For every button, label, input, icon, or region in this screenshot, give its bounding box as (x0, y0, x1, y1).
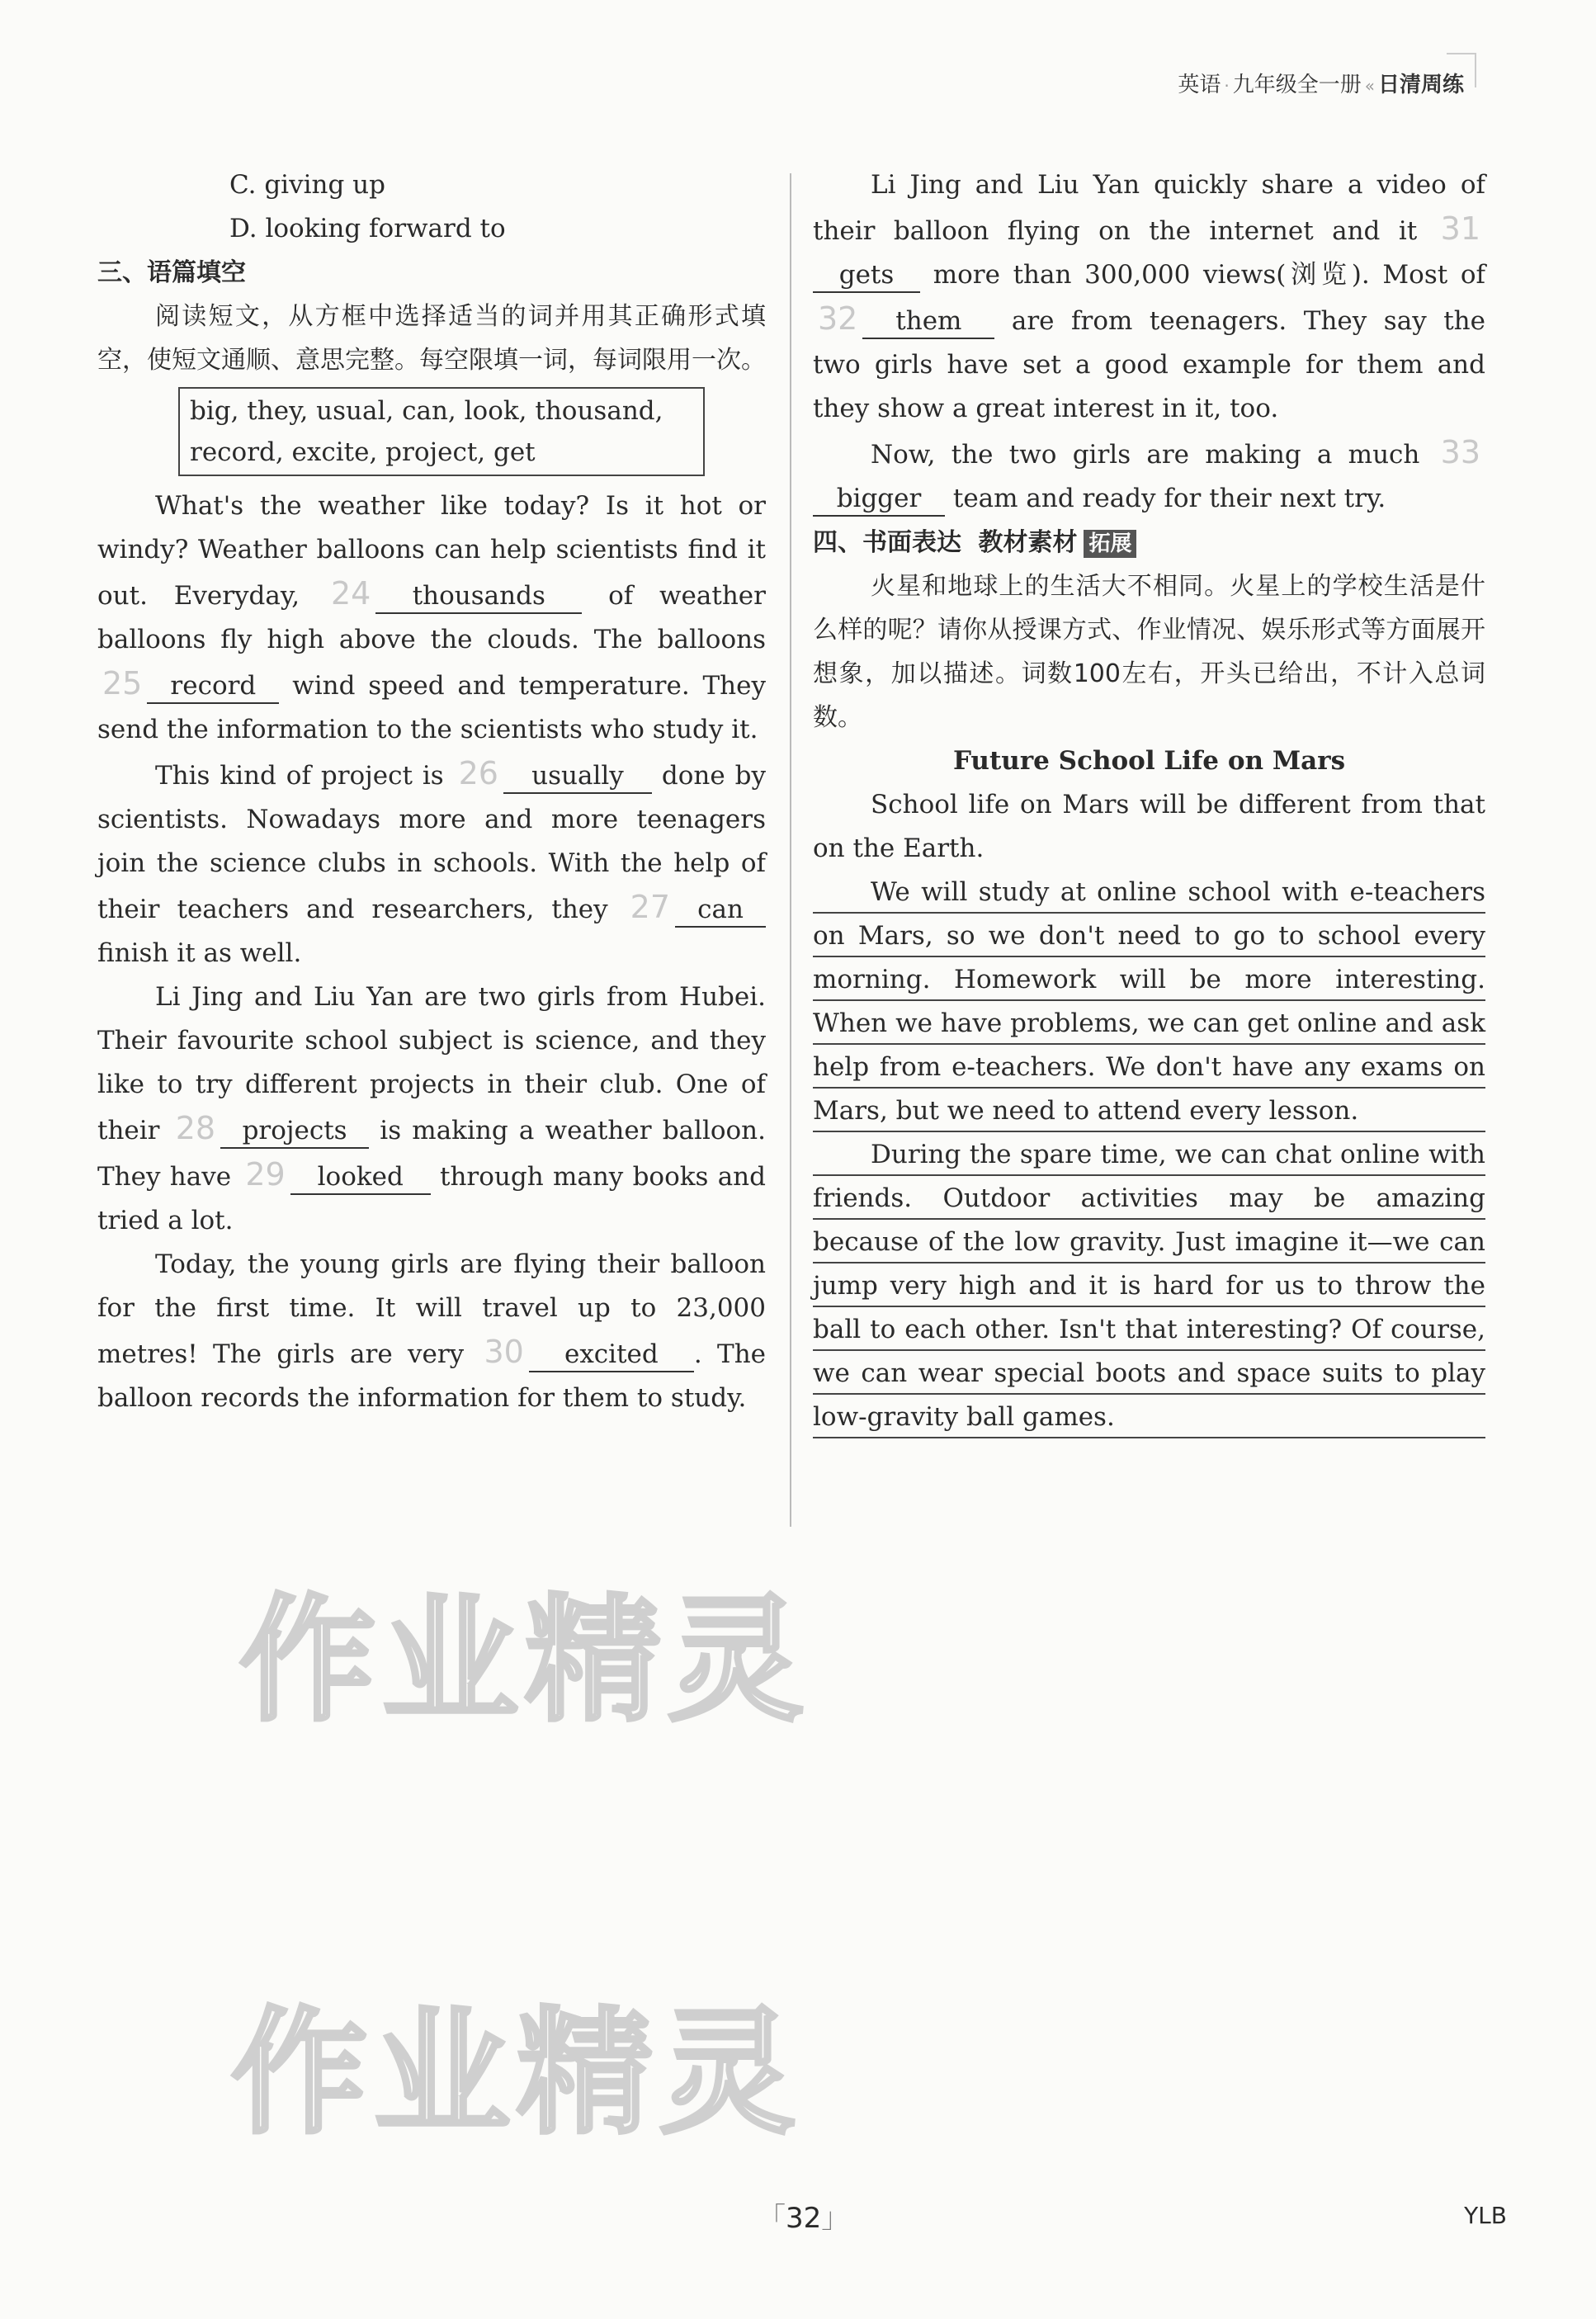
essay-paragraph-1: We will study at online school with e-teachers on Mars, so we don't need to go to school every morning. Homework will be more interesting. When we have problems, we can get online and ask help from e-teachers. We don't have any exams on Mars, but we need to attend every lesson. (813, 871, 1485, 1133)
section4-title-row (813, 521, 1485, 564)
word-box (178, 387, 705, 476)
essay-title: Future School Life on Mars (952, 746, 1346, 776)
p2-text-c: finish it as well. (97, 938, 302, 968)
section4-title: 四、书面表达 (813, 528, 961, 557)
section3-instruction: 阅读短文，从方框中选择适当的词并用其正确形式填空，使短文通顺、意思完整。每空限填一词，每词限用一次。 (97, 302, 766, 375)
page-header: 英语 · 九年级全一册 « 日清周练 (1178, 73, 1464, 97)
p6-text-b: team and ready for their next try. (952, 484, 1386, 513)
p3-text-b: is making a weather balloon. They have (97, 1116, 767, 1192)
word-box-line2: record, excite, project, get (190, 437, 536, 467)
p4-text-b: . The balloon records the information for them to study. (97, 1339, 767, 1413)
answer-29: looked (290, 1160, 431, 1195)
p1-text-a: What's the weather like today? Is it hot or windy? Weather balloons can help scientists find it out. Everyday, (97, 491, 766, 611)
p2-text-a: This kind of project is (155, 761, 444, 791)
essay-opening: School life on Mars will be different from that on the Earth. (813, 790, 1485, 863)
answer-24: thousands (375, 579, 582, 614)
blank-number-27: 27 (630, 889, 670, 925)
header-series: 日清周练 (1377, 73, 1464, 97)
blank-number-33: 33 (1440, 434, 1480, 470)
blank-number-29: 29 (245, 1156, 286, 1193)
blank-number-26: 26 (458, 755, 498, 791)
answer-25: record (147, 669, 279, 704)
paragraph-3 (97, 975, 766, 1243)
p5-text-c: are from teenagers. They say the two girls have set a good example for them and they show a great interest in it, too. (813, 306, 1485, 423)
blank-number-25: 25 (102, 665, 143, 701)
page-number: 「 32 」 (758, 2195, 849, 2236)
answer-27: can (675, 893, 766, 928)
p5-text-b: more than 300,000 views(浏览). Most of (933, 260, 1485, 290)
paragraph-6 (813, 431, 1485, 521)
blank-number-32: 32 (818, 300, 858, 337)
blank-number-31: 31 (1440, 210, 1480, 247)
p4-text-a: Today, the young girls are flying their balloon for the first time. It will travel up to 23,000 metres! The girls are very (97, 1249, 766, 1369)
answer-30: excited (529, 1338, 694, 1372)
option-d: D. looking forward to (229, 214, 506, 243)
blank-number-28: 28 (175, 1110, 216, 1146)
paragraph-4 (97, 1243, 766, 1420)
answer-26: usually (503, 759, 652, 794)
p2-text-b: done by scientists. Nowadays more and more teenagers join the science clubs in schools. With the help of their teachers and researchers, they (97, 761, 766, 924)
paragraph-2 (97, 752, 766, 975)
word-box-line1: big, they, usual, can, look, thousand, (190, 396, 663, 426)
essay-paragraph-2: During the spare time, we can chat online with friends. Outdoor activities may be amazing because of the low gravity. Just imagine it—we can jump very high and it is hard for us to throw the ball to each other. Isn't that interesting? Of course, we can wear special boots and space suits to play low-gravity ball games. (813, 1133, 1485, 1439)
header-grade: 九年级全一册 (1232, 73, 1362, 97)
p3-text-c: through many books and tried a lot. (97, 1162, 766, 1235)
left-column (97, 163, 766, 1420)
p3-text-a: Li Jing and Liu Yan are two girls from Hubei. Their favourite school subject is science, and they like to try different projects in their club. One of their (97, 982, 766, 1145)
section4-instruction: 火星和地球上的生活大不相同。火星上的学校生活是什么样的呢？请你从授课方式、作业情况、娱乐形式等方面展开想象，加以描述。词数100左右，开头已给出，不计入总词数。 (813, 572, 1485, 732)
right-column (813, 163, 1485, 1439)
publisher-code: YLB (1464, 2202, 1507, 2229)
section4-tag-material: 教材素材 (978, 528, 1078, 557)
section4-tag-extend: 拓展 (1084, 530, 1136, 558)
paragraph-1 (97, 484, 766, 752)
column-divider (790, 173, 791, 1527)
header-subject: 英语 (1178, 73, 1221, 97)
p1-text-c: wind speed and temperature. They send the information to the scientists who study it. (97, 671, 767, 744)
watermark-bottom: 作业精灵 (231, 1994, 802, 2152)
p5-text-a: Li Jing and Liu Yan quickly share a video of their balloon flying on the internet and it (813, 170, 1485, 246)
answer-32: them (862, 305, 994, 339)
blank-number-24: 24 (330, 575, 371, 612)
watermark-top: 作业精灵 (239, 1581, 810, 1740)
paragraph-5 (813, 163, 1485, 431)
answer-31: gets (813, 258, 920, 293)
blank-number-30: 30 (484, 1334, 524, 1370)
section3-title: 三、语篇填空 (97, 258, 246, 287)
p6-text-a: Now, the two girls are making a much (871, 440, 1420, 470)
answer-33: bigger (813, 482, 945, 517)
option-c: C. giving up (229, 170, 385, 200)
header-corner-decoration (1447, 53, 1476, 87)
p1-text-b: of weather balloons fly high above the clouds. The balloons (97, 581, 766, 654)
answer-28: projects (220, 1114, 369, 1149)
